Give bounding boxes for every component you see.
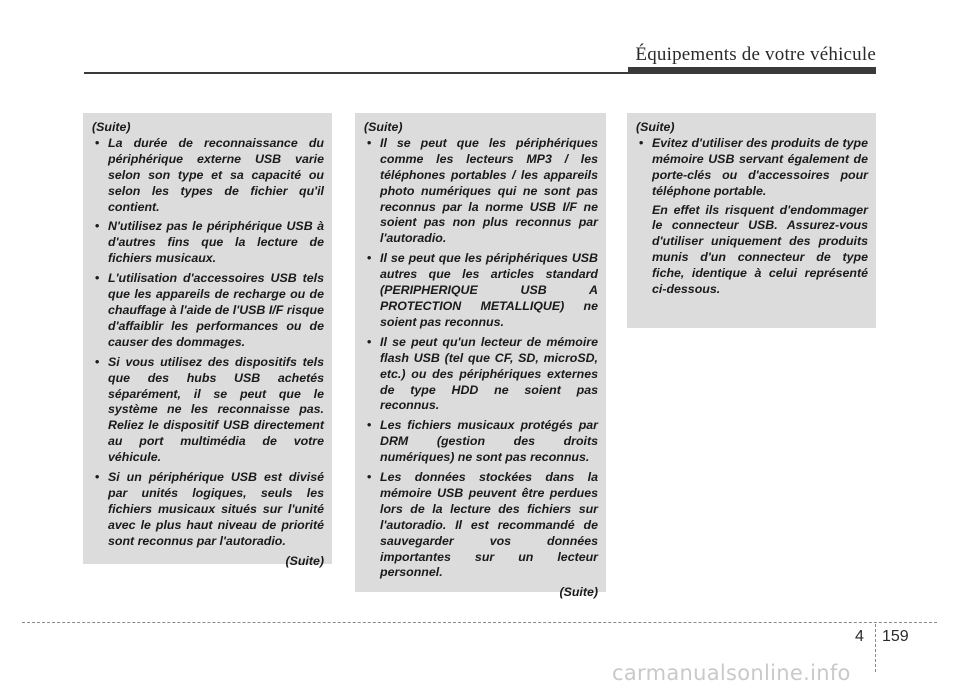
note-box-2 — [355, 113, 606, 600]
list-item: • Il se peut qu'un lecteur de mémoire flash USB (tel que CF, SD, microSD, etc.) ou des périphériques externes de type HDD ne soient pas reconnus. — [364, 335, 598, 415]
list-item: • Il se peut que les périphériques USB autres que les articles standard (PERIPHERIQUE USB A PROTECTION METALLIQUE) ne soient pas reconnus. — [364, 251, 598, 331]
note-continued-label: (Suite) — [636, 120, 675, 134]
list-item: • La durée de reconnaissance du périphérique externe USB varie selon son type et sa capacité ou selon les types de fichier qu'il contient. — [92, 136, 324, 216]
footer-divider — [875, 624, 876, 672]
note-box-3 — [627, 113, 876, 328]
list-item: • L'utilisation d'accessoires USB tels que les appareils de recharge ou de chauffage à l'aide de l'USB I/F risque d'affaiblir les performances ou de causer des dommages. — [92, 271, 324, 351]
header-rule — [84, 72, 628, 74]
list-item-continuation: En effet ils risquent d'endommager le connecteur USB. Assurez-vous d'utiliser uniquement des produits munis d'un connecteur de type fiche, identique à celui représenté ci-dessous. — [652, 202, 868, 297]
list-item: • Les données stockées dans la mémoire USB peuvent être perdues lors de la lecture des fichiers sur l'autoradio. Il est recommandé de sauvegarder vos données importantes sur un lecteur personnel. — [364, 470, 598, 581]
footer-rule — [22, 622, 937, 623]
note-continues-label: (Suite) — [559, 585, 598, 600]
list-item: • Les fichiers musicaux protégés par DRM (gestion des droits numériques) ne sont pas reconnus. — [364, 418, 598, 466]
note-list — [92, 136, 324, 550]
page-number: 159 — [882, 628, 909, 645]
list-item: • Il se peut que les périphériques comme les lecteurs MP3 / les téléphones portables / les appareils photo numériques qui ne sont pas reconnus par la norme USB I/F ne soient pas non plus reconnus par l'autoradio. — [364, 136, 598, 247]
note-box-1 — [83, 113, 332, 568]
list-item-text: Evitez d'utiliser des produits de type mémoire USB servant également de porte-clés ou d'accessoires pour téléphone portable. — [652, 135, 868, 198]
list-item — [636, 136, 868, 298]
note-continued-label: (Suite) — [364, 120, 403, 134]
watermark: carmanualsonline.info — [612, 661, 851, 685]
chapter-number: 4 — [855, 628, 864, 645]
note-list — [636, 136, 868, 298]
list-item: • Si vous utilisez des dispositifs tels que des hubs USB achetés séparément, il se peut que le système ne les reconnaisse pas. Reliez le dispositif USB directement au port multimédia de votre véhicule. — [92, 355, 324, 466]
note-continued-label: (Suite) — [92, 120, 131, 134]
list-item: • N'utilisez pas le périphérique USB à d'autres fins que la lecture de fichiers musicaux. — [92, 219, 324, 267]
note-list — [364, 136, 598, 581]
header-rule-accent — [628, 67, 876, 74]
section-title: Équipements de votre véhicule — [635, 44, 876, 65]
note-continues-label: (Suite) — [285, 553, 324, 568]
list-item: • Si un périphérique USB est divisé par unités logiques, seuls les fichiers musicaux situés sur l'unité avec le plus haut niveau de priorité sont reconnus par l'autoradio. — [92, 470, 324, 550]
